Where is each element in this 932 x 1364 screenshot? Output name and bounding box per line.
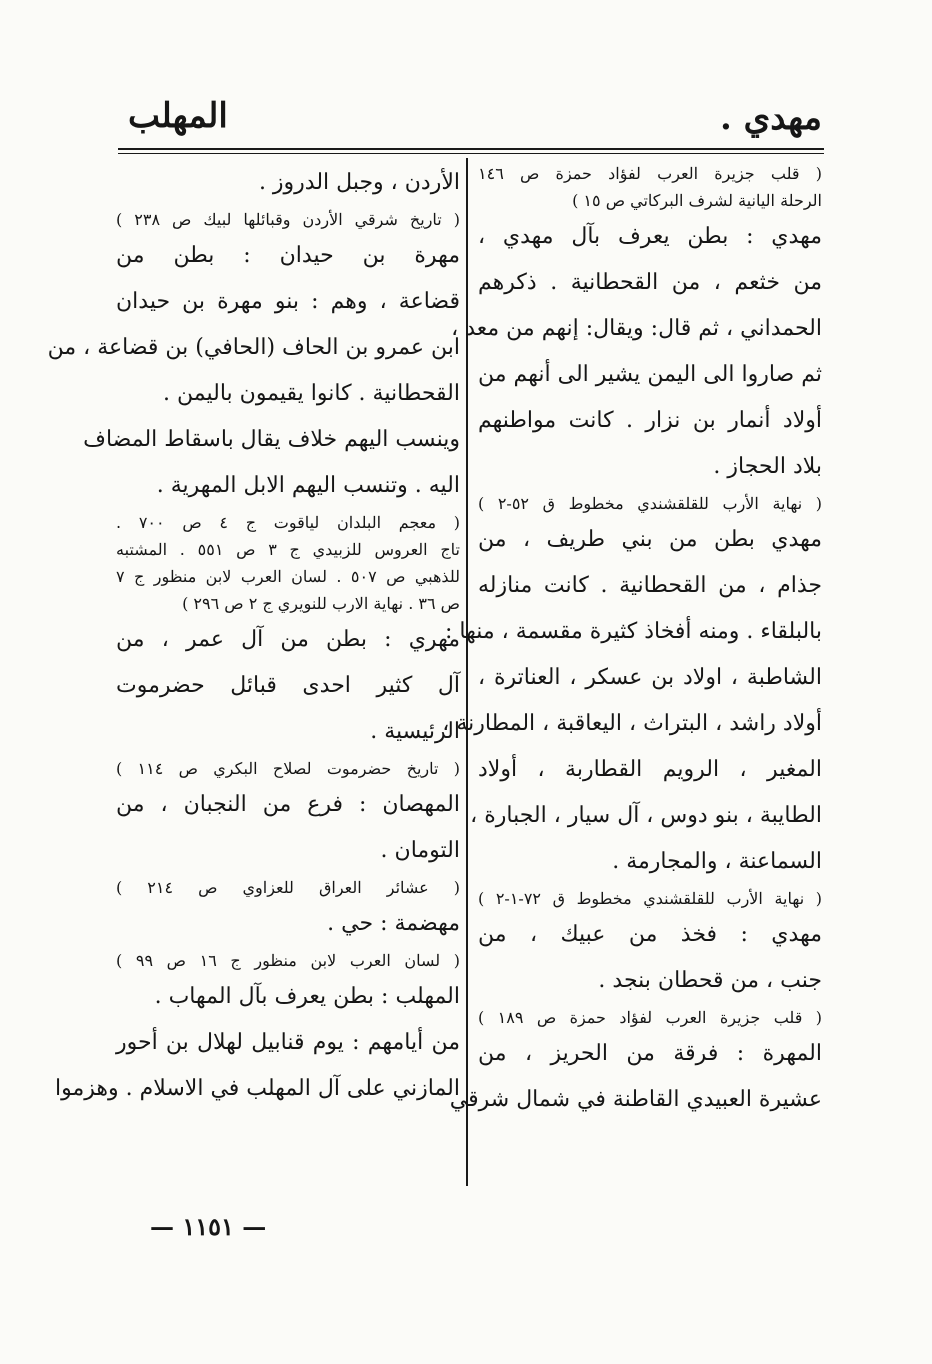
text-line: آل كثير احدى قبائل حضرموت xyxy=(116,673,460,698)
running-header-right: مهدي . xyxy=(719,98,822,138)
text-line: القحطانية . كانوا يقيمون باليمن . xyxy=(163,381,460,406)
text-line: من أيامهم : يوم قنابيل لهلال بن أحور xyxy=(116,1030,460,1055)
citation-line: ( معجم البلدان لياقوت ج ٤ ص ٧٠٠ . xyxy=(116,513,461,532)
text-line: قضاعة ، وهم : بنو مهرة بن حيدان xyxy=(116,289,460,314)
text-line: بلاد الحجاز . xyxy=(713,454,822,479)
citation-line: ( نهاية الأرب للقلقشندي مخطوط ق ٥٢-٢ ) xyxy=(478,494,823,513)
citation-line: تاج العروس للزبيدي ج ٣ ص ٥٥١ . المشتبه xyxy=(116,540,461,559)
citation-line: ( قلب جزيرة العرب لفؤاد حمزة ص ١٤٦ xyxy=(478,164,822,183)
text-line: مهضمة : حي . xyxy=(327,911,460,936)
citation-line: ( قلب جزيرة العرب لفؤاد حمزة ص ١٨٩ ) xyxy=(478,1008,823,1027)
header-rule-thin xyxy=(118,153,824,154)
text-line: من خثعم ، من القحطانية . ذكرهم xyxy=(478,270,822,295)
left-column xyxy=(47,160,461,1112)
text-line: ثم صاروا الى اليمن يشير الى أنهم من xyxy=(478,362,822,387)
header-rule xyxy=(118,148,824,150)
text-line: السماعنة ، والمجارمة . xyxy=(612,849,822,874)
text-line: وينسب اليهم خلاف يقال باسقاط المضاف xyxy=(83,427,460,452)
text-line: مهرة بن حيدان : بطن من xyxy=(116,243,460,268)
right-column xyxy=(442,160,823,1123)
running-header-left: المهلب xyxy=(128,96,228,136)
text-line: المازني على آل المهلب في الاسلام . وهزموا xyxy=(55,1076,460,1101)
text-line: المهرة : فرقة من الحريز ، من xyxy=(478,1041,822,1066)
text-line: جنب ، من قحطان بنجد . xyxy=(598,968,822,993)
text-line: أولاد أنمار بن نزار . كانت مواطنهم xyxy=(478,408,822,433)
text-line: عشيرة العبيدي القاطنة في شمال شرقي xyxy=(449,1087,822,1112)
text-line: الرئيسية . xyxy=(370,719,460,744)
text-line: مهدي : فخذ من عبيك ، من xyxy=(478,922,822,947)
citation-line: ( تاريخ حضرموت لصلاح البكري ص ١١٤ ) xyxy=(116,759,461,778)
text-line: المغير ، الرويم القطاربة ، أولاد xyxy=(478,757,822,782)
text-line: الطايبة ، بنو دوس ، آل سيار ، الجبارة ، xyxy=(470,803,822,828)
text-line: بالبلقاء . ومنه أفخاذ كثيرة مقسمة ، منها : xyxy=(445,619,822,644)
text-line: أولاد راشد ، البتراث ، اليعاقبة ، المطارنة ، xyxy=(442,711,822,736)
text-line: اليه . وتنسب اليهم الابل المهرية . xyxy=(156,473,460,498)
text-line: التومان . xyxy=(380,838,460,863)
citation-line: ( تاريخ شرقي الأردن وقبائلها لبيك ص ٢٣٨ ) xyxy=(116,210,460,229)
citation-line: ( نهاية الأرب للقلقشندي مخطوط ق ٧٢-١-٢ ) xyxy=(478,889,823,908)
citation-line: ( عشائر العراق للعزاوي ص ٢١٤ ) xyxy=(116,878,461,897)
text-line: مهدي : بطن يعرف بآل مهدي ، xyxy=(478,224,822,249)
citation-line: للذهبي ص ٥٠٧ . لسان العرب لابن منظور ج ٧ xyxy=(116,567,460,586)
text-line: المهصان : فرع من النجبان ، من xyxy=(116,792,460,817)
text-line: الأردن ، وجبل الدروز . xyxy=(258,170,460,195)
text-line: مهدي بطن من بني طريف ، من xyxy=(478,527,822,552)
page-number: — ١١٥١ — xyxy=(150,1212,267,1241)
citation-line: ص ٣٦ . نهاية الارب للنويري ج ٢ ص ٢٩٦ ) xyxy=(182,594,460,613)
text-line: المهلب : بطن يعرف بآل المهاب . xyxy=(154,984,460,1009)
text-line: الحمداني ، ثم قال: ويقال: إنهم من معد ، xyxy=(451,316,822,341)
citation-line: الرحلة اليانية لشرف البركاتي ص ١٥ ) xyxy=(572,191,822,210)
text-line: ابن عمرو بن الحاف (الحافي) بن قضاعة ، من xyxy=(47,335,460,360)
text-line: جذام ، من القحطانية . كانت منازله xyxy=(478,573,822,598)
citation-line: ( لسان العرب لابن منظور ج ١٦ ص ٩٩ ) xyxy=(116,951,461,970)
text-line: مهري : بطن من آل عمر ، من xyxy=(116,627,460,652)
text-line: الشاطبة ، اولاد بن عسكر ، العناترة ، xyxy=(478,665,822,690)
